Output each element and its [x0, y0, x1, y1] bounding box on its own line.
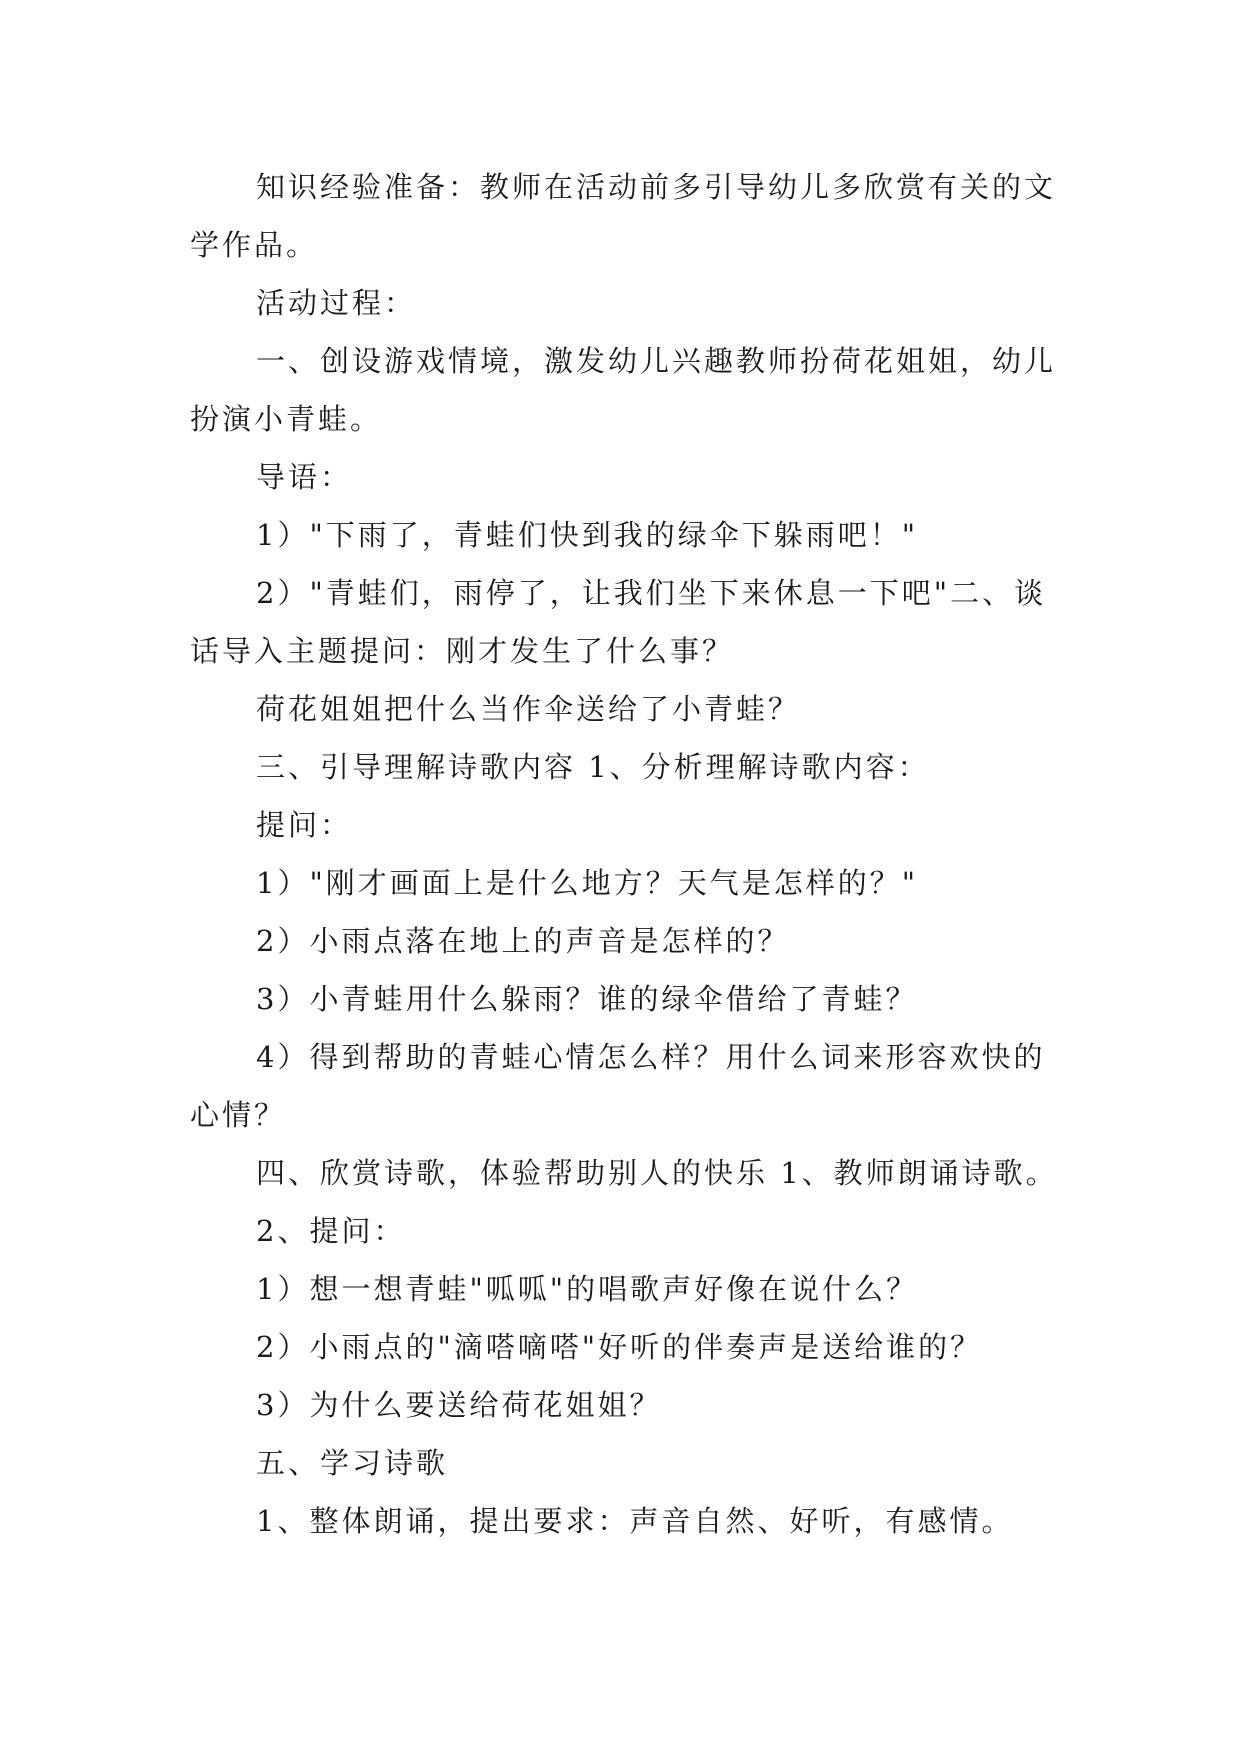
- paragraph: 1、整体朗诵，提出要求：声音自然、好听，有感情。: [256, 1504, 1014, 1538]
- paragraph: 1）"刚才画面上是什么地方？天气是怎样的？": [256, 866, 919, 900]
- paragraph: 三、引导理解诗歌内容 1、分析理解诗歌内容：: [256, 750, 930, 784]
- paragraph: 2）小雨点落在地上的声音是怎样的？: [256, 924, 790, 958]
- paragraph: 2、提问：: [256, 1214, 406, 1248]
- paragraph: 2）"青蛙们，雨停了，让我们坐下来休息一下吧"二、谈话导入主题提问：刚才发生了什么事？: [190, 576, 1047, 668]
- paragraph: 四、欣赏诗歌，体验帮助别人的快乐 1、教师朗诵诗歌。: [256, 1156, 1058, 1190]
- paragraph: 活动过程：: [256, 286, 417, 320]
- paragraph: 1）想一想青蛙"呱呱"的唱歌声好像在说什么？: [256, 1272, 919, 1306]
- paragraph: 一、创设游戏情境，激发幼儿兴趣教师扮荷花姐姐，幼儿扮演小青蛙。: [190, 344, 1057, 436]
- paragraph: 1）"下雨了，青蛙们快到我的绿伞下躲雨吧！": [256, 518, 919, 552]
- paragraph: 提问：: [256, 808, 353, 842]
- paragraph: 3）小青蛙用什么躲雨？谁的绿伞借给了青蛙？: [256, 982, 918, 1016]
- paragraph: 五、学习诗歌: [256, 1446, 449, 1480]
- paragraph: 2）小雨点的"滴嗒嘀嗒"好听的伴奏声是送给谁的？: [256, 1330, 983, 1364]
- paragraph: 4）得到帮助的青蛙心情怎么样？用什么词来形容欢快的心情？: [190, 1040, 1046, 1132]
- document-body: [190, 158, 1070, 1550]
- paragraph: 导语：: [256, 460, 353, 494]
- paragraph: 荷花姐姐把什么当作伞送给了小青蛙？: [256, 692, 801, 726]
- paragraph: 知识经验准备：教师在活动前多引导幼儿多欣赏有关的文学作品。: [190, 170, 1057, 262]
- paragraph: 3）为什么要送给荷花姐姐？: [256, 1388, 662, 1422]
